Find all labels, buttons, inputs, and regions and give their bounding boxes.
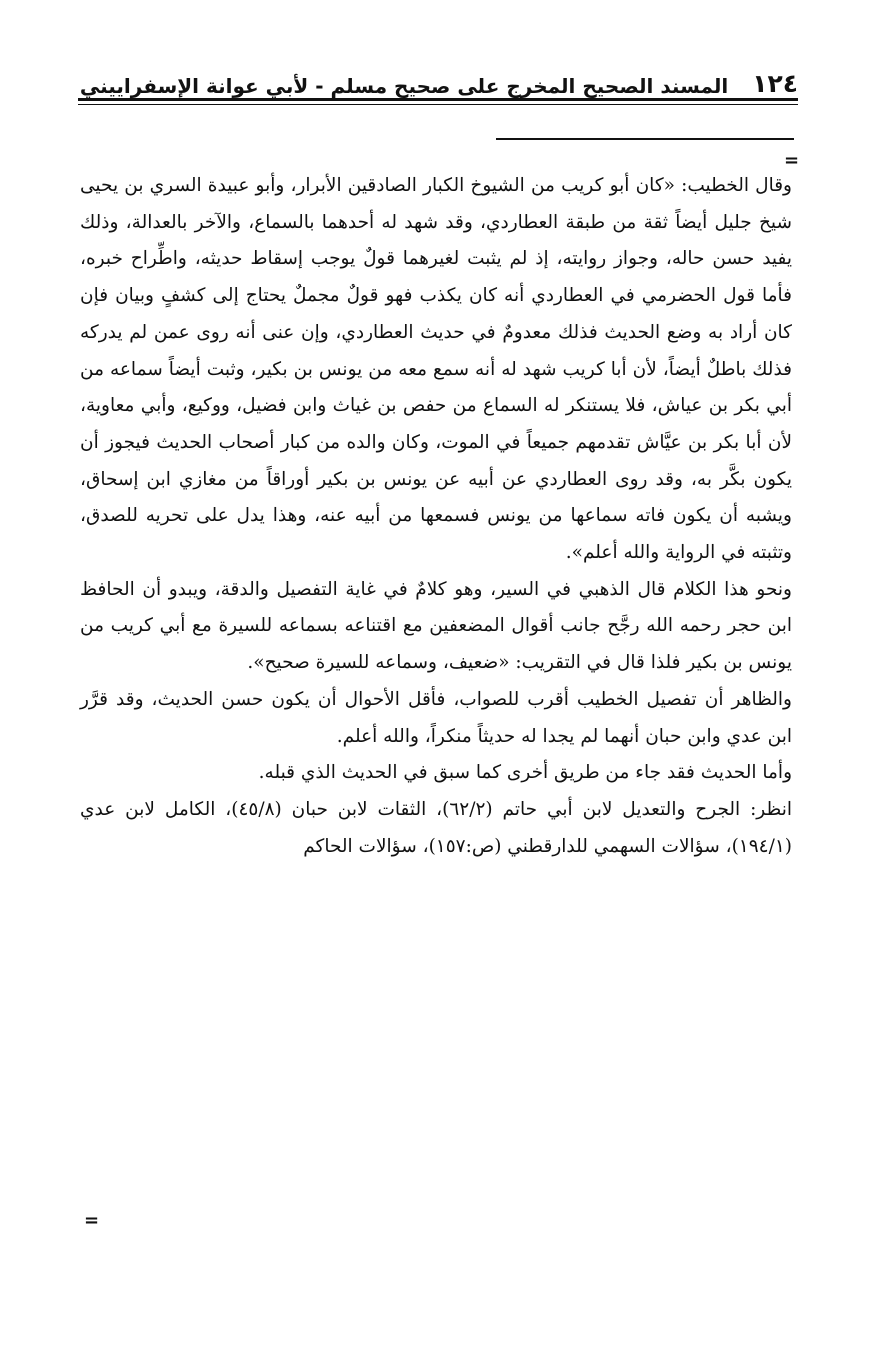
footnote-paragraph-khatib-quote: وقال الخطيب: «كان أبو كريب من الشيوخ الكبار الصادقين الأبرار، وأبو عبيدة السري بن يحيى شيخ جليل أيضاً ثقة من طبقة العطاردي، وقد شهد له أحدهما بالسماع، والآخر بالعدالة، وذلك يفيد حسن حاله، وجواز روايته، إذ لم يثبت لغيرهما قولٌ يوجب إسقاط حديثه، واطِّراح خبره، فأما قول الحضرمي في العطاردي أنه كان يكذب فهو قولٌ مجملٌ يحتاج إلى كشفٍ وبيان فإن كان أراد به وضع الحديث فذلك معدومٌ في حديث العطاردي، وإن عنى أنه روى عمن لم يدركه فذلك باطلٌ أيضاً، لأن أبا كريب شهد له أنه سمع معه من يونس بن بكير، وثبت أيضاً سماعه من أبي بكر بن عياش، فلا يستنكر له السماع من حفص بن غياث وابن فضيل، ووكيع، وأبي معاوية، لأن أبا بكر بن عيَّاش تقدمهم جميعاً في الموت، وكان والده من كبار أصحاب الحديث فيجوز أن يكون بكَّر به، وقد روى العطاردي عن أبيه عن يونس بن بكير أوراقاً من مغازي ابن إسحاق، ويشبه أن يكون فاته سماعها من يونس فسمعها من أبيه عنه، وهذا يدل على تحريه للصدق، وتثبته في الرواية والله أعلم».	[80, 175, 792, 564]
footnote-paragraph-references: انظر: الجرح والتعديل لابن أبي حاتم (٦٢/٢)، الثقات لابن حبان (٤٥/٨)، الكامل لابن عدي (١٩٤/١)، سؤالات السهمي للدارقطني (ص:١٥٧)، سؤالات الحاكم	[80, 798, 792, 857]
header-rule-thick	[78, 98, 798, 101]
footnote-paragraph-conclusion: والظاهر أن تفصيل الخطيب أقرب للصواب، فأقل الأحوال أن يكون حسن الحديث، وقد قرَّر ابن عدي وابن حبان أنهما لم يجدا له حديثاً منكراً، والله أعلم.	[80, 688, 792, 747]
footnote-separator-rule	[496, 138, 794, 140]
running-title: المسند الصحيح المخرج على صحيح مسلم - لأبي عوانة الإسفراييني	[79, 74, 729, 98]
footnote-paragraph-hadith-note: وأما الحديث فقد جاء من طريق أخرى كما سبق في الحديث الذي قبله.	[258, 762, 792, 784]
footnote-body	[80, 168, 792, 865]
footnote-continuation-mark-bottom: =	[84, 1210, 100, 1231]
footnote-paragraph-dhahabi: ونحو هذا الكلام قال الذهبي في السير، وهو كلامٌ في غاية التفصيل والدقة، ويبدو أن الحافظ ابن حجر رحمه الله رجَّح جانب أقوال المضعفين مع اقتناعه بسماعه للسيرة مع أبي كريب من يونس بن بكير فلذا قال في التقريب: «ضعيف، وسماعه للسيرة صحيح».	[80, 578, 792, 674]
running-header	[78, 58, 798, 96]
footnote-continuation-mark-top: =	[784, 150, 800, 171]
header-rule-thin	[78, 104, 798, 105]
page-number: ١٢٤	[752, 69, 798, 98]
